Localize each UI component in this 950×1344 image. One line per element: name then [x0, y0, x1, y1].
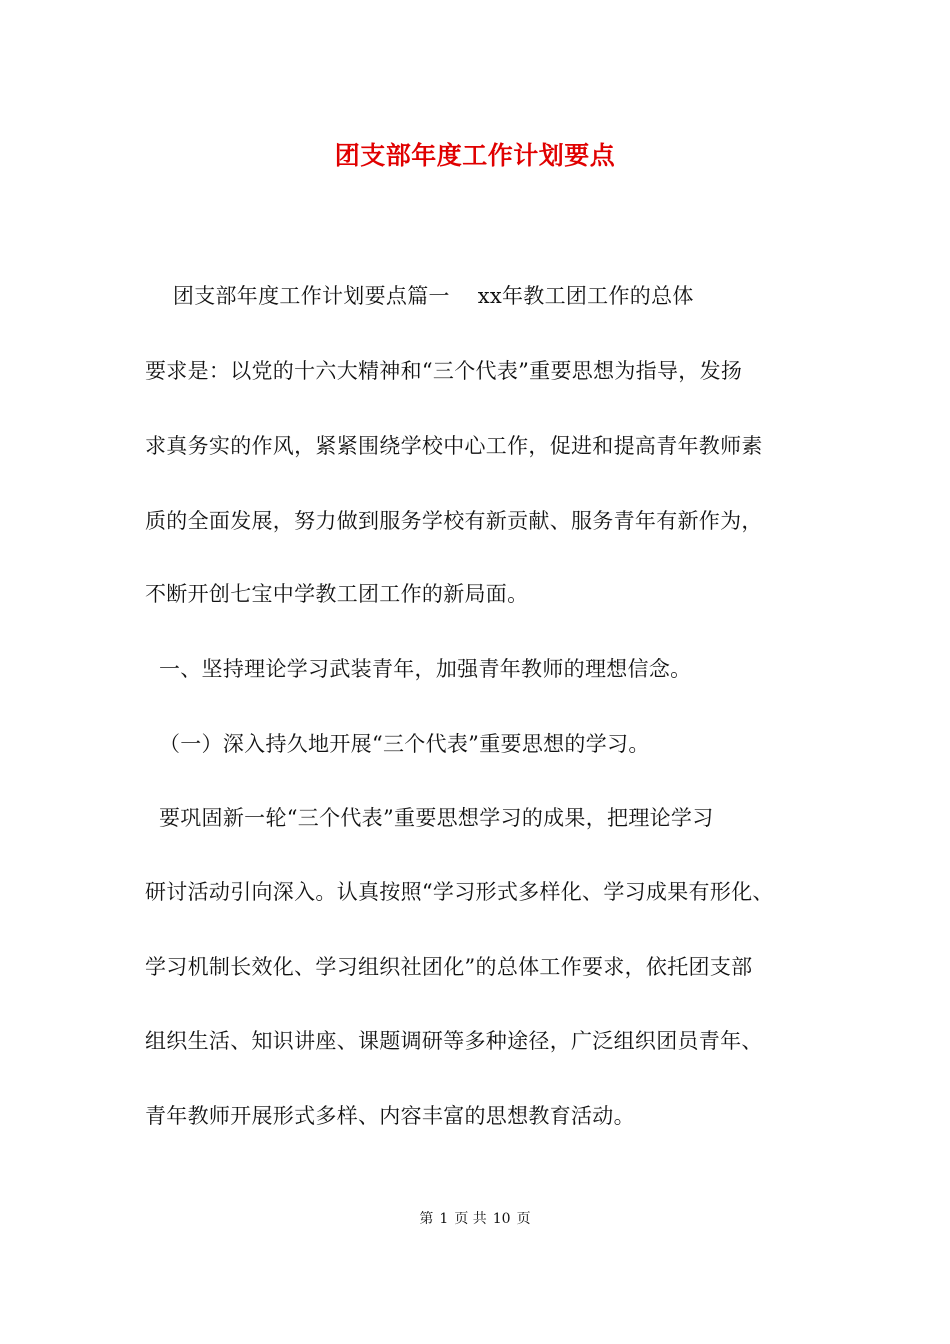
paragraph-line-10: 青年教师开展形式多样、内容丰富的思想教育活动。 [145, 1104, 635, 1128]
subsection-heading-1: （一）深入持久地开展“三个代表”重要思想的学习。 [145, 732, 650, 756]
paragraph-line-6: 要巩固新一轮“三个代表”重要思想学习的成果，把理论学习 [145, 806, 714, 830]
paragraph-line-1: 团支部年度工作计划要点篇一 xx年教工团工作的总体 [145, 284, 694, 308]
footer-middle: 页 共 [454, 1211, 487, 1227]
document-title: 团支部年度工作计划要点 [334, 141, 616, 170]
paragraph-line-3: 求真务实的作风，紧紧围绕学校中心工作，促进和提高青年教师素 [145, 434, 763, 458]
paragraph-line-8: 学习机制长效化、学习组织社团化”的总体工作要求，依托团支部 [145, 955, 753, 979]
paragraph-line-7: 研讨活动引向深入。认真按照“学习形式多样化、学习成果有形化、 [145, 880, 774, 904]
page-footer [0, 1208, 950, 1228]
footer-total-pages: 10 [492, 1211, 511, 1227]
paragraph-line-5: 不断开创七宝中学教工团工作的新局面。 [145, 582, 529, 606]
footer-page-number: 1 [439, 1211, 449, 1227]
section-heading-1: 一、坚持理论学习武装青年，加强青年教师的理想信念。 [145, 657, 692, 681]
paragraph-line-4: 质的全面发展，努力做到服务学校有新贡献、服务青年有新作为， [145, 509, 763, 533]
paragraph-line-2: 要求是：以党的十六大精神和“三个代表”重要思想为指导，发扬 [145, 359, 743, 383]
paragraph-line-9: 组织生活、知识讲座、课题调研等多种途径，广泛组织团员青年、 [145, 1029, 763, 1053]
footer-suffix: 页 [516, 1211, 531, 1227]
footer-prefix: 第 [419, 1211, 434, 1227]
